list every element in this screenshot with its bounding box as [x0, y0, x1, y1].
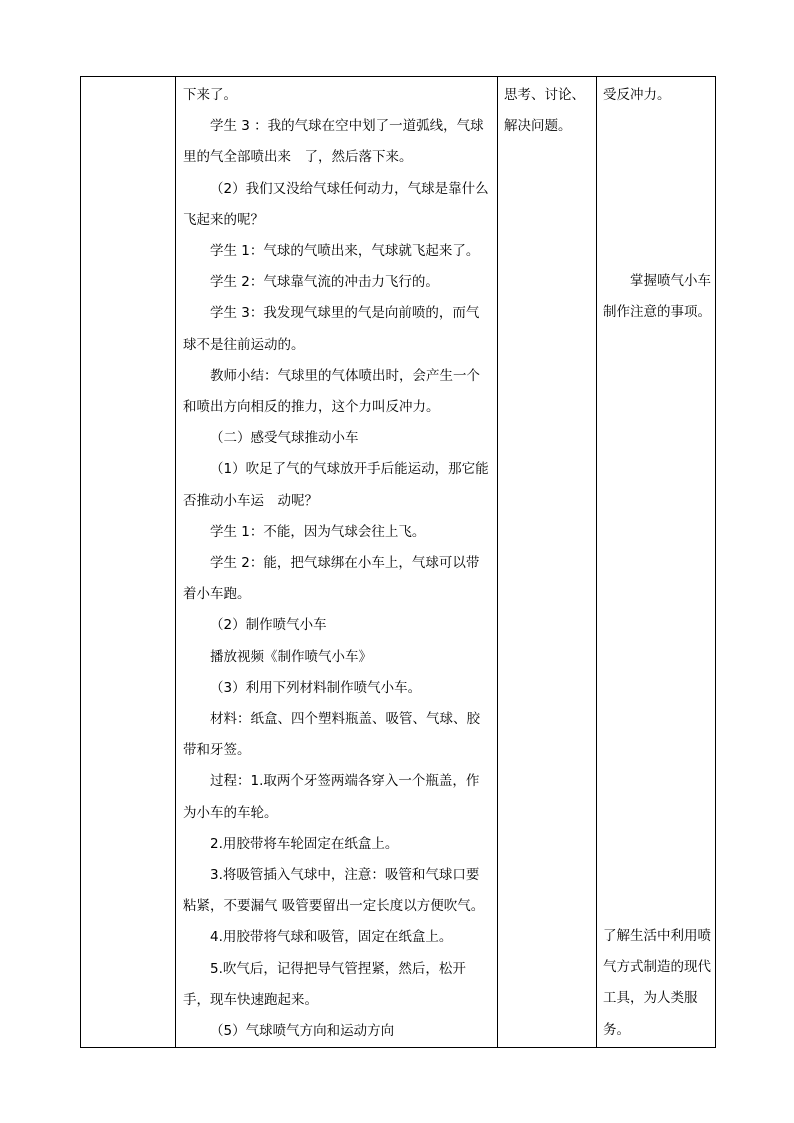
text-line: 4.用胶带将气球和吸管，固定在纸盒上。 — [210, 929, 453, 946]
design-intent-text-1: 受反冲力。 — [603, 87, 671, 103]
text-line: 学生 1：不能，因为气球会往上飞。 — [210, 523, 426, 540]
text-line: 下来了。 — [183, 87, 237, 103]
text-line: （3）利用下列材料制作喷气小车。 — [210, 679, 422, 696]
student-activity-text: 思考、讨论、解决问题。 — [504, 87, 585, 135]
blank-cell — [81, 77, 176, 1048]
design-intent-text-3: 了解生活中利用喷气方式制造的现代工具，为人类服务。 — [603, 928, 711, 1038]
text-line: 学生 2：能，把气球绑在小车上，气球可以带着小车跑。 — [183, 555, 480, 603]
text-line: （5）气球喷气方向和运动方向 — [210, 1023, 395, 1040]
text-line: 学生 2：气球靠气流的冲击力飞行的。 — [210, 274, 439, 291]
text-line: 3.将吸管插入气球中，注意：吸管和气球口要粘紧，不要漏气 吸管要留出一定长度以方便吹气。 — [183, 867, 485, 915]
text-line: （2）我们又没给气球任何动力，气球是靠什么飞起来的呢？ — [183, 180, 489, 228]
design-intent-text-2: 掌握喷气小车制作注意的事项。 — [603, 273, 711, 321]
text-line: （2）制作喷气小车 — [210, 617, 327, 634]
text-line: 学生 3 ：我的气球在空中划了一道弧线，气球里的气全部喷出来 了，然后落下来。 — [183, 118, 484, 166]
table-row — [81, 77, 716, 1048]
text-line: 教师小结：气球里的气体喷出时，会产生一个和喷出方向相反的推力，这个力叫反冲力。 — [183, 367, 480, 416]
text-line: 播放视频《制作喷气小车》 — [210, 648, 372, 665]
text-line: （1）吹足了气的气球放开手后能运动，那它能否推动小车运 动呢？ — [183, 461, 489, 509]
text-line: （二）感受气球推动小车 — [210, 430, 359, 447]
student-activity-cell — [498, 77, 597, 1048]
text-line: 学生 1：气球的气喷出来，气球就飞起来了。 — [210, 243, 480, 260]
text-line: 2.用胶带将车轮固定在纸盒上。 — [210, 835, 399, 852]
text-line: 学生 3：我发现气球里的气是向前喷的，而气球不是往前运动的。 — [183, 305, 480, 353]
design-intent-cell — [597, 77, 716, 1048]
text-line: 过程：1.取两个牙签两端各穿入一个瓶盖，作为小车的车轮。 — [183, 773, 480, 821]
lesson-plan-table — [80, 76, 716, 1048]
text-line: 材料：纸盒、四个塑料瓶盖、吸管、气球、胶带和牙签。 — [183, 711, 480, 759]
teaching-process-cell — [176, 77, 498, 1048]
text-line: 5.吹气后，记得把导气管捏紧，然后，松开手，现车快速跑起来。 — [183, 960, 466, 1008]
